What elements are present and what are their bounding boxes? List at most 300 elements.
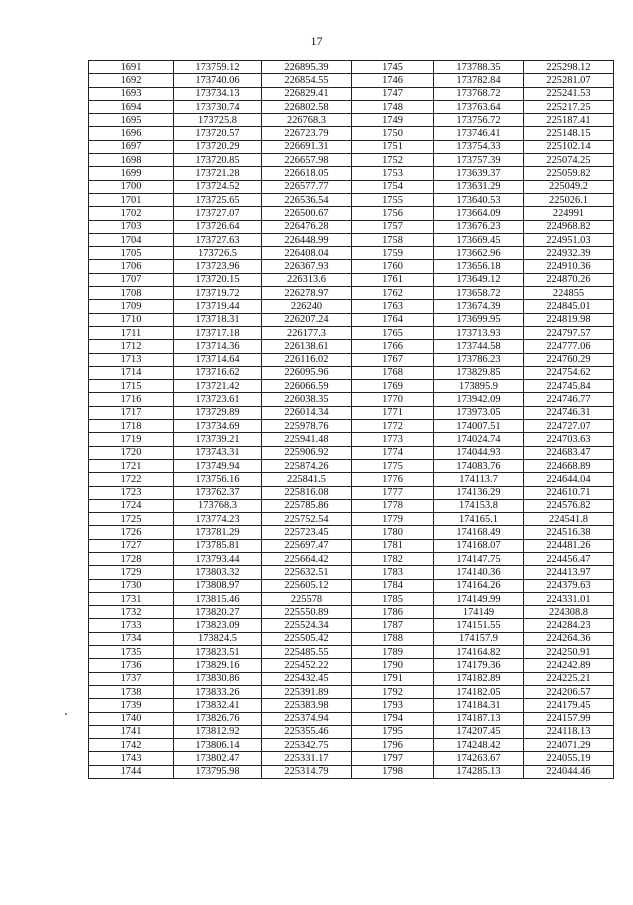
x-coordinate-cell: 174182.89: [434, 672, 524, 685]
point-number-cell: 1779: [352, 513, 434, 526]
x-coordinate-cell: 174044.93: [434, 446, 524, 459]
y-coordinate-cell: 224481.26: [524, 539, 614, 552]
point-number-cell: 1697: [89, 140, 174, 153]
point-number-cell: 1781: [352, 539, 434, 552]
y-coordinate-cell: 225241.53: [524, 87, 614, 100]
table-row: [89, 526, 614, 539]
y-coordinate-cell: 224991: [524, 207, 614, 220]
point-number-cell: 1750: [352, 127, 434, 140]
point-number-cell: 1788: [352, 632, 434, 645]
table-row: [89, 353, 614, 366]
x-coordinate-cell: 174285.13: [434, 765, 524, 778]
x-coordinate-cell: 173763.64: [434, 100, 524, 113]
x-coordinate-cell: 173788.35: [434, 61, 524, 74]
point-number-cell: 1774: [352, 446, 434, 459]
x-coordinate-cell: 173781.29: [174, 526, 262, 539]
x-coordinate-cell: 173808.97: [174, 579, 262, 592]
point-number-cell: 1771: [352, 406, 434, 419]
y-coordinate-cell: 225605.12: [262, 579, 352, 592]
x-coordinate-cell: 173746.41: [434, 127, 524, 140]
table-row: [89, 473, 614, 486]
point-number-cell: 1721: [89, 459, 174, 472]
y-coordinate-cell: 224910.36: [524, 260, 614, 273]
table-row: [89, 167, 614, 180]
y-coordinate-cell: 225355.46: [262, 725, 352, 738]
y-coordinate-cell: 224379.63: [524, 579, 614, 592]
x-coordinate-cell: 173717.18: [174, 326, 262, 339]
point-number-cell: 1761: [352, 273, 434, 286]
point-number-cell: 1754: [352, 180, 434, 193]
x-coordinate-cell: 173727.07: [174, 207, 262, 220]
point-number-cell: 1722: [89, 473, 174, 486]
point-number-cell: 1702: [89, 207, 174, 220]
x-coordinate-cell: 173756.72: [434, 114, 524, 127]
y-coordinate-cell: 225383.98: [262, 699, 352, 712]
x-coordinate-cell: 173713.93: [434, 326, 524, 339]
point-number-cell: 1710: [89, 313, 174, 326]
x-coordinate-cell: 173734.13: [174, 87, 262, 100]
x-coordinate-cell: 173824.5: [174, 632, 262, 645]
y-coordinate-cell: 224118.13: [524, 725, 614, 738]
point-number-cell: 1778: [352, 499, 434, 512]
point-number-cell: 1748: [352, 100, 434, 113]
point-number-cell: 1729: [89, 566, 174, 579]
y-coordinate-cell: 224250.91: [524, 646, 614, 659]
point-number-cell: 1752: [352, 154, 434, 167]
x-coordinate-cell: 173720.57: [174, 127, 262, 140]
x-coordinate-cell: 173718.31: [174, 313, 262, 326]
x-coordinate-cell: 173727.63: [174, 233, 262, 246]
x-coordinate-cell: 173719.72: [174, 287, 262, 300]
y-coordinate-cell: 224845.01: [524, 300, 614, 313]
y-coordinate-cell: 226066.59: [262, 380, 352, 393]
table-row: [89, 340, 614, 353]
point-number-cell: 1793: [352, 699, 434, 712]
table-row: [89, 87, 614, 100]
x-coordinate-cell: 173724.52: [174, 180, 262, 193]
point-number-cell: 1751: [352, 140, 434, 153]
x-coordinate-cell: 174263.67: [434, 752, 524, 765]
x-coordinate-cell: 173757.39: [434, 154, 524, 167]
y-coordinate-cell: 226278.97: [262, 287, 352, 300]
point-number-cell: 1728: [89, 552, 174, 565]
table-row: [89, 712, 614, 725]
y-coordinate-cell: 225298.12: [524, 61, 614, 74]
x-coordinate-cell: 174168.07: [434, 539, 524, 552]
y-coordinate-cell: 226618.05: [262, 167, 352, 180]
x-coordinate-cell: 173739.21: [174, 433, 262, 446]
table-row: [89, 287, 614, 300]
y-coordinate-cell: 225026.1: [524, 193, 614, 206]
x-coordinate-cell: 174149: [434, 606, 524, 619]
table-row: [89, 459, 614, 472]
x-coordinate-cell: 173743.31: [174, 446, 262, 459]
point-number-cell: 1731: [89, 592, 174, 605]
point-number-cell: 1714: [89, 366, 174, 379]
x-coordinate-cell: 173762.37: [174, 486, 262, 499]
y-coordinate-cell: 225452.22: [262, 659, 352, 672]
x-coordinate-cell: 173721.42: [174, 380, 262, 393]
point-number-cell: 1741: [89, 725, 174, 738]
x-coordinate-cell: 173676.23: [434, 220, 524, 233]
point-number-cell: 1762: [352, 287, 434, 300]
point-number-cell: 1786: [352, 606, 434, 619]
y-coordinate-cell: 226177.3: [262, 326, 352, 339]
y-coordinate-cell: 226657.98: [262, 154, 352, 167]
table-row: [89, 154, 614, 167]
y-coordinate-cell: 224157.99: [524, 712, 614, 725]
x-coordinate-cell: 173631.29: [434, 180, 524, 193]
y-coordinate-cell: 225314.79: [262, 765, 352, 778]
x-coordinate-cell: 173815.46: [174, 592, 262, 605]
y-coordinate-cell: 224610.71: [524, 486, 614, 499]
table-row: [89, 592, 614, 605]
y-coordinate-cell: 226854.55: [262, 74, 352, 87]
point-number-cell: 1744: [89, 765, 174, 778]
y-coordinate-cell: 225978.76: [262, 420, 352, 433]
y-coordinate-cell: 224541.8: [524, 513, 614, 526]
table-row: [89, 739, 614, 752]
y-coordinate-cell: 225331.17: [262, 752, 352, 765]
point-number-cell: 1780: [352, 526, 434, 539]
point-number-cell: 1795: [352, 725, 434, 738]
y-coordinate-cell: 224331.01: [524, 592, 614, 605]
x-coordinate-cell: 174164.82: [434, 646, 524, 659]
point-number-cell: 1775: [352, 459, 434, 472]
x-coordinate-cell: 173803.32: [174, 566, 262, 579]
point-number-cell: 1792: [352, 685, 434, 698]
y-coordinate-cell: 224754.62: [524, 366, 614, 379]
x-coordinate-cell: 174184.31: [434, 699, 524, 712]
y-coordinate-cell: 225632.51: [262, 566, 352, 579]
x-coordinate-cell: 173664.09: [434, 207, 524, 220]
table-row: [89, 539, 614, 552]
y-coordinate-cell: 224576.82: [524, 499, 614, 512]
x-coordinate-cell: 173725.8: [174, 114, 262, 127]
point-number-cell: 1747: [352, 87, 434, 100]
x-coordinate-cell: 173714.36: [174, 340, 262, 353]
point-number-cell: 1767: [352, 353, 434, 366]
table-row: [89, 127, 614, 140]
x-coordinate-cell: 173829.85: [434, 366, 524, 379]
x-coordinate-cell: 174083.76: [434, 459, 524, 472]
y-coordinate-cell: 226723.79: [262, 127, 352, 140]
point-number-cell: 1696: [89, 127, 174, 140]
y-coordinate-cell: 224819.98: [524, 313, 614, 326]
table-row: [89, 420, 614, 433]
table-row: [89, 260, 614, 273]
point-number-cell: 1717: [89, 406, 174, 419]
y-coordinate-cell: 224071.29: [524, 739, 614, 752]
point-number-cell: 1711: [89, 326, 174, 339]
point-number-cell: 1699: [89, 167, 174, 180]
point-number-cell: 1760: [352, 260, 434, 273]
table-row: [89, 326, 614, 339]
point-number-cell: 1746: [352, 74, 434, 87]
point-number-cell: 1738: [89, 685, 174, 698]
table-row: [89, 646, 614, 659]
y-coordinate-cell: 225874.26: [262, 459, 352, 472]
table-row: [89, 606, 614, 619]
y-coordinate-cell: 224968.82: [524, 220, 614, 233]
point-number-cell: 1737: [89, 672, 174, 685]
x-coordinate-cell: 174136.29: [434, 486, 524, 499]
point-number-cell: 1766: [352, 340, 434, 353]
x-coordinate-cell: 173662.96: [434, 247, 524, 260]
point-number-cell: 1791: [352, 672, 434, 685]
table-row: [89, 685, 614, 698]
table-row: [89, 380, 614, 393]
y-coordinate-cell: 224745.84: [524, 380, 614, 393]
x-coordinate-cell: 173699.95: [434, 313, 524, 326]
y-coordinate-cell: 226448.99: [262, 233, 352, 246]
x-coordinate-cell: 173833.26: [174, 685, 262, 698]
x-coordinate-cell: 174113.7: [434, 473, 524, 486]
table-row: [89, 100, 614, 113]
y-coordinate-cell: 226895.39: [262, 61, 352, 74]
point-number-cell: 1757: [352, 220, 434, 233]
y-coordinate-cell: 226038.35: [262, 393, 352, 406]
y-coordinate-cell: 225505.42: [262, 632, 352, 645]
stray-dot: [65, 713, 67, 715]
point-number-cell: 1700: [89, 180, 174, 193]
x-coordinate-cell: 174248.42: [434, 739, 524, 752]
x-coordinate-cell: 174149.99: [434, 592, 524, 605]
y-coordinate-cell: 226829.41: [262, 87, 352, 100]
y-coordinate-cell: 224870.26: [524, 273, 614, 286]
y-coordinate-cell: 225785.86: [262, 499, 352, 512]
point-number-cell: 1715: [89, 380, 174, 393]
point-number-cell: 1733: [89, 619, 174, 632]
y-coordinate-cell: 224932.39: [524, 247, 614, 260]
x-coordinate-cell: 173726.64: [174, 220, 262, 233]
point-number-cell: 1742: [89, 739, 174, 752]
y-coordinate-cell: 226802.58: [262, 100, 352, 113]
y-coordinate-cell: 224746.77: [524, 393, 614, 406]
table-row: [89, 193, 614, 206]
y-coordinate-cell: 225485.55: [262, 646, 352, 659]
x-coordinate-cell: 173734.69: [174, 420, 262, 433]
point-number-cell: 1739: [89, 699, 174, 712]
table-row: [89, 446, 614, 459]
x-coordinate-cell: 174147.75: [434, 552, 524, 565]
point-number-cell: 1732: [89, 606, 174, 619]
y-coordinate-cell: 224055.19: [524, 752, 614, 765]
x-coordinate-cell: 174179.36: [434, 659, 524, 672]
point-number-cell: 1726: [89, 526, 174, 539]
y-coordinate-cell: 224855: [524, 287, 614, 300]
x-coordinate-cell: 173895.9: [434, 380, 524, 393]
y-coordinate-cell: 226313.6: [262, 273, 352, 286]
x-coordinate-cell: 174164.26: [434, 579, 524, 592]
y-coordinate-cell: 225723.45: [262, 526, 352, 539]
point-number-cell: 1755: [352, 193, 434, 206]
y-coordinate-cell: 225550.89: [262, 606, 352, 619]
y-coordinate-cell: 224746.31: [524, 406, 614, 419]
x-coordinate-cell: 173768.3: [174, 499, 262, 512]
x-coordinate-cell: 173829.16: [174, 659, 262, 672]
table-row: [89, 672, 614, 685]
y-coordinate-cell: 226536.54: [262, 193, 352, 206]
y-coordinate-cell: 224206.57: [524, 685, 614, 698]
point-number-cell: 1734: [89, 632, 174, 645]
y-coordinate-cell: 225906.92: [262, 446, 352, 459]
point-number-cell: 1718: [89, 420, 174, 433]
x-coordinate-cell: 174153.8: [434, 499, 524, 512]
x-coordinate-cell: 173669.45: [434, 233, 524, 246]
y-coordinate-cell: 226014.34: [262, 406, 352, 419]
x-coordinate-cell: 173714.64: [174, 353, 262, 366]
x-coordinate-cell: 173725.65: [174, 193, 262, 206]
y-coordinate-cell: 224644.04: [524, 473, 614, 486]
y-coordinate-cell: 226408.04: [262, 247, 352, 260]
y-coordinate-cell: 224516.38: [524, 526, 614, 539]
point-number-cell: 1719: [89, 433, 174, 446]
y-coordinate-cell: 225102.14: [524, 140, 614, 153]
y-coordinate-cell: 224242.89: [524, 659, 614, 672]
table-row: [89, 61, 614, 74]
x-coordinate-cell: 173749.94: [174, 459, 262, 472]
y-coordinate-cell: 226207.24: [262, 313, 352, 326]
y-coordinate-cell: 225217.25: [524, 100, 614, 113]
point-number-cell: 1785: [352, 592, 434, 605]
y-coordinate-cell: 224413.97: [524, 566, 614, 579]
x-coordinate-cell: 173832.41: [174, 699, 262, 712]
y-coordinate-cell: 225342.75: [262, 739, 352, 752]
table-row: [89, 406, 614, 419]
x-coordinate-cell: 173823.09: [174, 619, 262, 632]
y-coordinate-cell: 226577.77: [262, 180, 352, 193]
y-coordinate-cell: 224727.07: [524, 420, 614, 433]
x-coordinate-cell: 174187.13: [434, 712, 524, 725]
page-number: 17: [310, 34, 323, 48]
x-coordinate-cell: 174151.55: [434, 619, 524, 632]
y-coordinate-cell: 224225.21: [524, 672, 614, 685]
point-number-cell: 1758: [352, 233, 434, 246]
point-number-cell: 1708: [89, 287, 174, 300]
table-row: [89, 552, 614, 565]
point-number-cell: 1716: [89, 393, 174, 406]
x-coordinate-cell: 173754.33: [434, 140, 524, 153]
point-number-cell: 1691: [89, 61, 174, 74]
point-number-cell: 1724: [89, 499, 174, 512]
x-coordinate-cell: 173719.44: [174, 300, 262, 313]
y-coordinate-cell: 225941.48: [262, 433, 352, 446]
x-coordinate-cell: 173658.72: [434, 287, 524, 300]
y-coordinate-cell: 224179.45: [524, 699, 614, 712]
point-number-cell: 1787: [352, 619, 434, 632]
point-number-cell: 1756: [352, 207, 434, 220]
x-coordinate-cell: 173823.51: [174, 646, 262, 659]
x-coordinate-cell: 173721.28: [174, 167, 262, 180]
x-coordinate-cell: 173744.58: [434, 340, 524, 353]
point-number-cell: 1776: [352, 473, 434, 486]
point-number-cell: 1707: [89, 273, 174, 286]
point-number-cell: 1772: [352, 420, 434, 433]
x-coordinate-cell: 173795.98: [174, 765, 262, 778]
point-number-cell: 1704: [89, 233, 174, 246]
point-number-cell: 1764: [352, 313, 434, 326]
x-coordinate-cell: 173729.89: [174, 406, 262, 419]
x-coordinate-cell: 173639.37: [434, 167, 524, 180]
point-number-cell: 1740: [89, 712, 174, 725]
x-coordinate-cell: 174024.74: [434, 433, 524, 446]
point-number-cell: 1695: [89, 114, 174, 127]
x-coordinate-cell: 173774.23: [174, 513, 262, 526]
table-row: [89, 566, 614, 579]
point-number-cell: 1709: [89, 300, 174, 313]
y-coordinate-cell: 224284.23: [524, 619, 614, 632]
y-coordinate-cell: 226095.96: [262, 366, 352, 379]
y-coordinate-cell: 225059.82: [524, 167, 614, 180]
point-number-cell: 1770: [352, 393, 434, 406]
y-coordinate-cell: 226240: [262, 300, 352, 313]
y-coordinate-cell: 225664.42: [262, 552, 352, 565]
x-coordinate-cell: 173802.47: [174, 752, 262, 765]
x-coordinate-cell: 173793.44: [174, 552, 262, 565]
point-number-cell: 1736: [89, 659, 174, 672]
x-coordinate-cell: 173720.85: [174, 154, 262, 167]
table-row: [89, 725, 614, 738]
y-coordinate-cell: 224456.47: [524, 552, 614, 565]
y-coordinate-cell: 224308.8: [524, 606, 614, 619]
point-number-cell: 1725: [89, 513, 174, 526]
y-coordinate-cell: 226138.61: [262, 340, 352, 353]
y-coordinate-cell: 224683.47: [524, 446, 614, 459]
point-number-cell: 1723: [89, 486, 174, 499]
point-number-cell: 1735: [89, 646, 174, 659]
point-number-cell: 1730: [89, 579, 174, 592]
table-row: [89, 220, 614, 233]
point-number-cell: 1797: [352, 752, 434, 765]
y-coordinate-cell: 225697.47: [262, 539, 352, 552]
point-number-cell: 1727: [89, 539, 174, 552]
table-row: [89, 393, 614, 406]
x-coordinate-cell: 173730.74: [174, 100, 262, 113]
point-number-cell: 1745: [352, 61, 434, 74]
point-number-cell: 1798: [352, 765, 434, 778]
coordinates-table: [88, 60, 614, 779]
point-number-cell: 1783: [352, 566, 434, 579]
x-coordinate-cell: 174140.36: [434, 566, 524, 579]
point-number-cell: 1749: [352, 114, 434, 127]
table-row: [89, 114, 614, 127]
point-number-cell: 1782: [352, 552, 434, 565]
point-number-cell: 1773: [352, 433, 434, 446]
point-number-cell: 1720: [89, 446, 174, 459]
point-number-cell: 1768: [352, 366, 434, 379]
x-coordinate-cell: 173768.72: [434, 87, 524, 100]
table-row: [89, 513, 614, 526]
table-row: [89, 74, 614, 87]
point-number-cell: 1769: [352, 380, 434, 393]
table-row: [89, 579, 614, 592]
x-coordinate-cell: 173786.23: [434, 353, 524, 366]
x-coordinate-cell: 173674.39: [434, 300, 524, 313]
y-coordinate-cell: 224703.63: [524, 433, 614, 446]
x-coordinate-cell: 173806.14: [174, 739, 262, 752]
table-row: [89, 180, 614, 193]
table-row: [89, 433, 614, 446]
table-row: [89, 765, 614, 778]
y-coordinate-cell: 225816.08: [262, 486, 352, 499]
y-coordinate-cell: 225049.2: [524, 180, 614, 193]
y-coordinate-cell: 225391.89: [262, 685, 352, 698]
y-coordinate-cell: 226768.3: [262, 114, 352, 127]
y-coordinate-cell: 225752.54: [262, 513, 352, 526]
x-coordinate-cell: 174207.45: [434, 725, 524, 738]
x-coordinate-cell: 173723.96: [174, 260, 262, 273]
